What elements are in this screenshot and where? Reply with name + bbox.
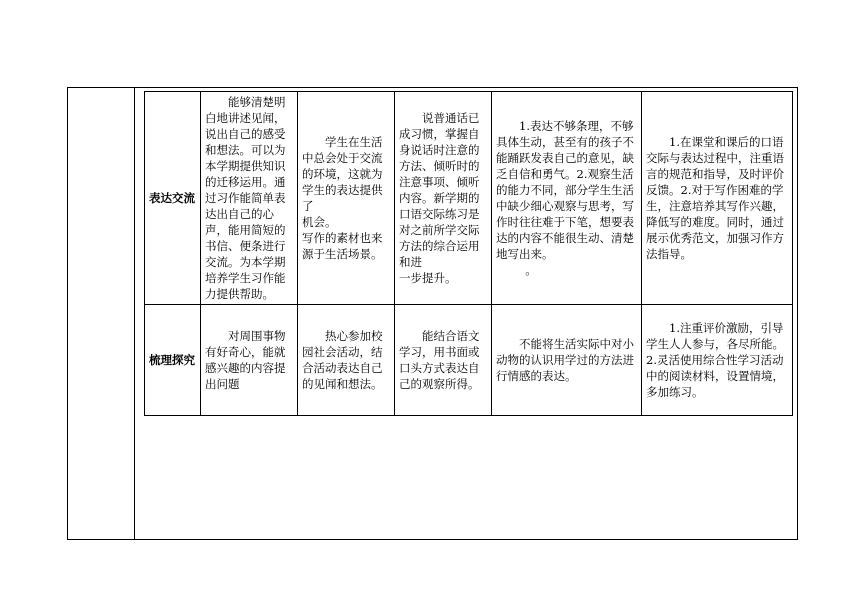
table-cell: 学生在生活中总会处于交流的环境，这就为学生的表达提供了 机会。 写作的素材也来源于生活场景。: [298, 92, 395, 305]
table-cell: 1.注重评价激励，引导学生人人参与，各尽所能。 2.灵活使用综合性学习活动中的阅读材料，设置情境，多加练习。: [642, 305, 793, 416]
table-row: [145, 92, 793, 305]
analysis-table: [144, 91, 793, 416]
table-cell: 热心参加校园社会活动，结合活动表达自己的见闻和想法。: [298, 305, 395, 416]
category-cell: 梳理探究: [145, 305, 201, 416]
table-cell: 对周围事物有好奇心，能就感兴趣的内容提出问题: [201, 305, 298, 416]
table-cell: 1.表达不够条理，不够具体生动，甚至有的孩子不能踊跃发表自己的意见，缺乏自信和勇气。2.观察生活的能力不同，部分学生生活中缺少细心观察与思考，写作时往往难于下笔，想要表达的内容不能很生动、清楚地写出来。 。: [492, 92, 642, 305]
table-cell: 能结合语文学习，用书面或口头方式表达自己的观察所得。: [395, 305, 492, 416]
table-row: [145, 305, 793, 416]
table-cell: 1.在课堂和课后的口语交际与表达过程中，注重语言的规范和指导，及时评价反馈。2.对于写作困难的学生，注意培养其写作兴趣，降低写的难度。同时，通过展示优秀范文，加强习作方法指导。: [642, 92, 793, 305]
category-cell: 表达交流: [145, 92, 201, 305]
table-cell: 说普通话已成习惯，掌握自身说话时注意的方法、倾听时的注意事项、倾听内容。新学期的口语交际练习是对之前所学交际方法的综合运用和进 一步提升。: [395, 92, 492, 305]
table-cell: 不能将生活实际中对小动物的认识用学过的方法进行情感的表达。: [492, 305, 642, 416]
frame-divider: [134, 87, 135, 540]
table-cell: 能够清楚明白地讲述见闻，说出自己的感受和想法。可以为本学期提供知识的迁移运用。通过习作能简单表达出自己的心声，能用简短的书信、便条进行交流。为本学期培养学生习作能力提供帮助。: [201, 92, 298, 305]
